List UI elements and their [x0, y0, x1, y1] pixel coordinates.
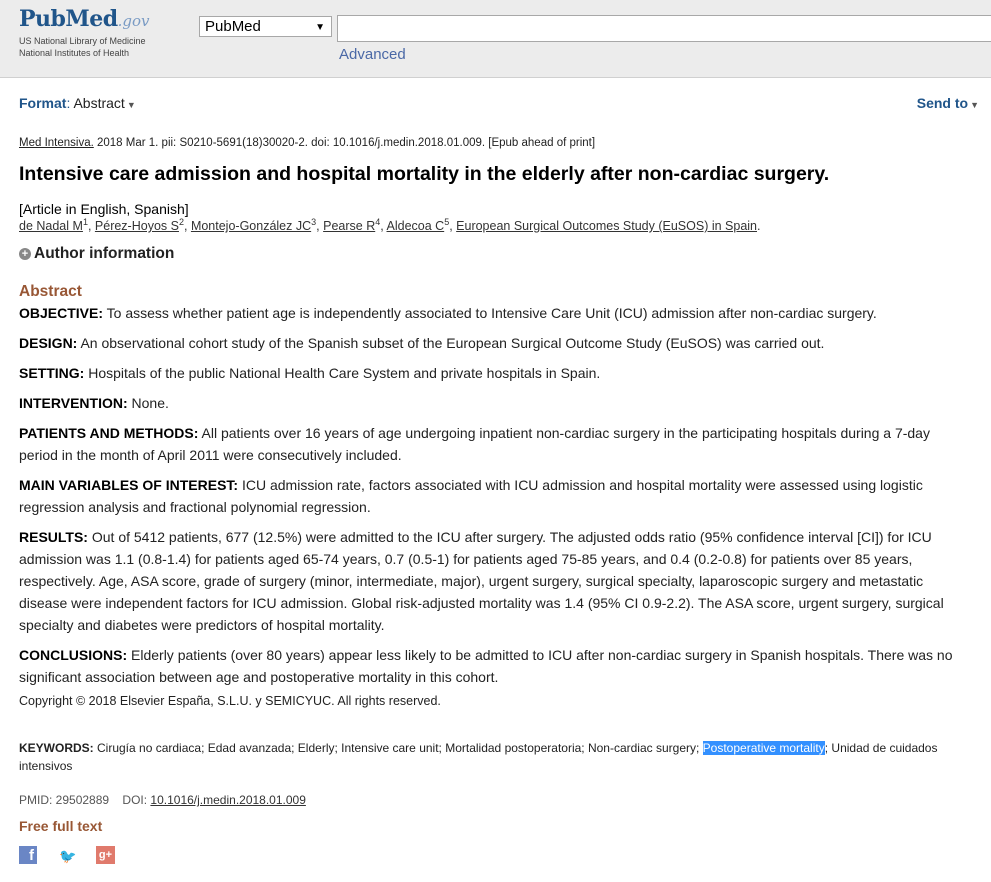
- send-to-caret-icon: ▼: [970, 100, 979, 110]
- abstract-section-text: Out of 5412 patients, 677 (12.5%) were admitted to the ICU after surgery. The adjusted odds ratio (95% confidence interval [CI]) for ICU admission was 1.1 (0.8-1.4) for patients aged 65-74 years, 0.7 (0.5-1) for patients aged 75-85 years, and 0.4 (0.2-0.8) for patients over 85 years, respectively. Age, ASA score, grade of surgery (minor, intermediate, major), urgent surgery, surgical specialty, laparoscopic surgery and metastatic disease were independent factors for ICU admission. Global risk-adjusted mortality was 1.4 (95% CI 0.9-2.2). The ASA score, urgent surgery, surgical specialty and diabetes were predictors of hospital mortality.: [19, 529, 944, 633]
- article-title: Intensive care admission and hospital mortality in the elderly after non-cardiac surgery.: [19, 163, 830, 185]
- abstract-body: [19, 302, 969, 696]
- author-information-toggle[interactable]: [19, 245, 174, 263]
- citation-line: [19, 137, 595, 149]
- logo-subtitle-nih: National Institutes of Health: [19, 48, 130, 58]
- keywords-label: KEYWORDS:: [19, 741, 94, 755]
- abstract-section-label: INTERVENTION:: [19, 395, 128, 411]
- abstract-section: [19, 422, 969, 466]
- author-affiliation-sup: 4: [375, 217, 381, 227]
- format-value: Abstract: [73, 95, 125, 111]
- send-to-menu[interactable]: [917, 95, 979, 111]
- abstract-section-text: To assess whether patient age is independently associated to Intensive Care Unit (ICU) admission after non-cardiac surgery.: [103, 305, 877, 321]
- abstract-section-label: DESIGN:: [19, 335, 78, 351]
- keywords: [19, 739, 969, 775]
- abstract-section-label: RESULTS:: [19, 529, 88, 545]
- journal-link[interactable]: Med Intensiva.: [19, 137, 94, 149]
- abstract-section-label: MAIN VARIABLES OF INTEREST:: [19, 477, 239, 493]
- google-plus-icon[interactable]: g+: [96, 846, 115, 864]
- abstract-section-text: Elderly patients (over 80 years) appear less likely to be admitted to ICU after non-cardiac surgery in Spanish hospitals. There was no significant association between age and postoperative mortality in this cohort.: [19, 647, 953, 685]
- copyright-notice: Copyright © 2018 Elsevier España, S.L.U. y SEMICYUC. All rights reserved.: [19, 694, 441, 708]
- abstract-section: [19, 332, 969, 354]
- author-link[interactable]: Pearse R: [323, 219, 376, 234]
- pubmed-logo[interactable]: [19, 6, 150, 59]
- facebook-icon[interactable]: f: [19, 846, 37, 864]
- keywords-text: Cirugía no cardiaca; Edad avanzada; Elderly; Intensive care unit; Mortalidad postoperatoria; Non-cardiac surgery;: [93, 741, 703, 755]
- free-full-text-heading: Free full text: [19, 818, 103, 834]
- database-select-value: PubMed: [205, 18, 261, 35]
- abstract-section: [19, 526, 969, 636]
- plus-icon: +: [19, 248, 31, 260]
- abstract-heading: Abstract: [19, 283, 82, 300]
- dropdown-arrow-icon: ▼: [315, 22, 325, 33]
- abstract-section: [19, 362, 969, 384]
- article-identifiers: [19, 793, 306, 807]
- abstract-section-text: Hospitals of the public National Health Care System and private hospitals in Spain.: [84, 365, 601, 381]
- article-language: [Article in English, Spanish]: [19, 201, 189, 217]
- author-affiliation-sup: 1: [82, 217, 88, 227]
- author-link[interactable]: European Surgical Outcomes Study (EuSOS) in Spain: [456, 219, 758, 234]
- abstract-section: [19, 302, 969, 324]
- format-caret-icon: ▼: [126, 100, 136, 110]
- abstract-section-label: CONCLUSIONS:: [19, 647, 128, 663]
- twitter-icon[interactable]: 🐦: [59, 848, 77, 864]
- pubmed-header: [0, 0, 991, 78]
- search-input[interactable]: [337, 15, 991, 42]
- send-to-label: Send to: [916, 95, 969, 111]
- abstract-section: [19, 644, 969, 688]
- abstract-section-text: None.: [127, 395, 169, 411]
- logo-word: PubMed: [19, 6, 118, 32]
- abstract-section-text: An observational cohort study of the Spanish subset of the European Surgical Outcome Study (EuSOS) was carried out.: [77, 335, 825, 351]
- abstract-section-label: SETTING:: [19, 365, 85, 381]
- abstract-section-text: ICU admission rate, factors associated with ICU admission and hospital mortality were assessed using logistic regression analysis and fractional polynomial regression.: [19, 477, 923, 515]
- citation-details: 2018 Mar 1. pii: S0210-5691(18)30020-2. doi: 10.1016/j.medin.2018.01.009. [Epub ahead of print]: [93, 137, 596, 149]
- abstract-section-label: PATIENTS AND METHODS:: [19, 425, 199, 441]
- author-list: de Nadal $M^1$, Pérez-Hoyos $S^2$, Montejo-González $JC^3$, Pearse $R^4$, Aldecoa $C^5$, European Surgical Outcomes Study (EuSOS) in Spain.: [19, 217, 761, 234]
- author-affiliation-sup: 2: [178, 217, 184, 227]
- author-link[interactable]: Aldecoa C: [386, 219, 445, 234]
- format-label: Format: [19, 95, 67, 111]
- abstract-section: [19, 392, 969, 414]
- doi-link[interactable]: 10.1016/j.medin.2018.01.009: [150, 793, 306, 807]
- abstract-section-label: OBJECTIVE:: [19, 305, 104, 321]
- keyword-highlighted[interactable]: Postoperative mortality: [702, 741, 825, 755]
- logo-gov: .gov: [117, 12, 150, 30]
- abstract-section-text: All patients over 16 years of age undergoing inpatient non-cardiac surgery in the participating hospitals during a 7-day period in the month of April 2011 were consecutively included.: [19, 425, 930, 463]
- keywords-text-after: ; Unidad de cuidados intensivos: [19, 741, 938, 773]
- doi-label: DOI:: [122, 793, 148, 807]
- format-menu[interactable]: Format: Abstract ▼: [19, 95, 136, 111]
- database-select[interactable]: [199, 16, 332, 37]
- author-affiliation-sup: 3: [311, 217, 317, 227]
- logo-subtitle-nlm: US National Library of Medicine: [19, 36, 146, 46]
- author-link[interactable]: Pérez-Hoyos S: [94, 219, 179, 234]
- advanced-search-link[interactable]: Advanced: [339, 46, 406, 63]
- author-information-label: Author information: [34, 245, 175, 262]
- pmid: PMID: 29502889: [19, 793, 110, 807]
- author-link[interactable]: Montejo-González JC: [190, 219, 312, 234]
- author-link[interactable]: de Nadal M: [19, 219, 83, 234]
- author-affiliation-sup: 5: [444, 217, 450, 227]
- abstract-section: [19, 474, 969, 518]
